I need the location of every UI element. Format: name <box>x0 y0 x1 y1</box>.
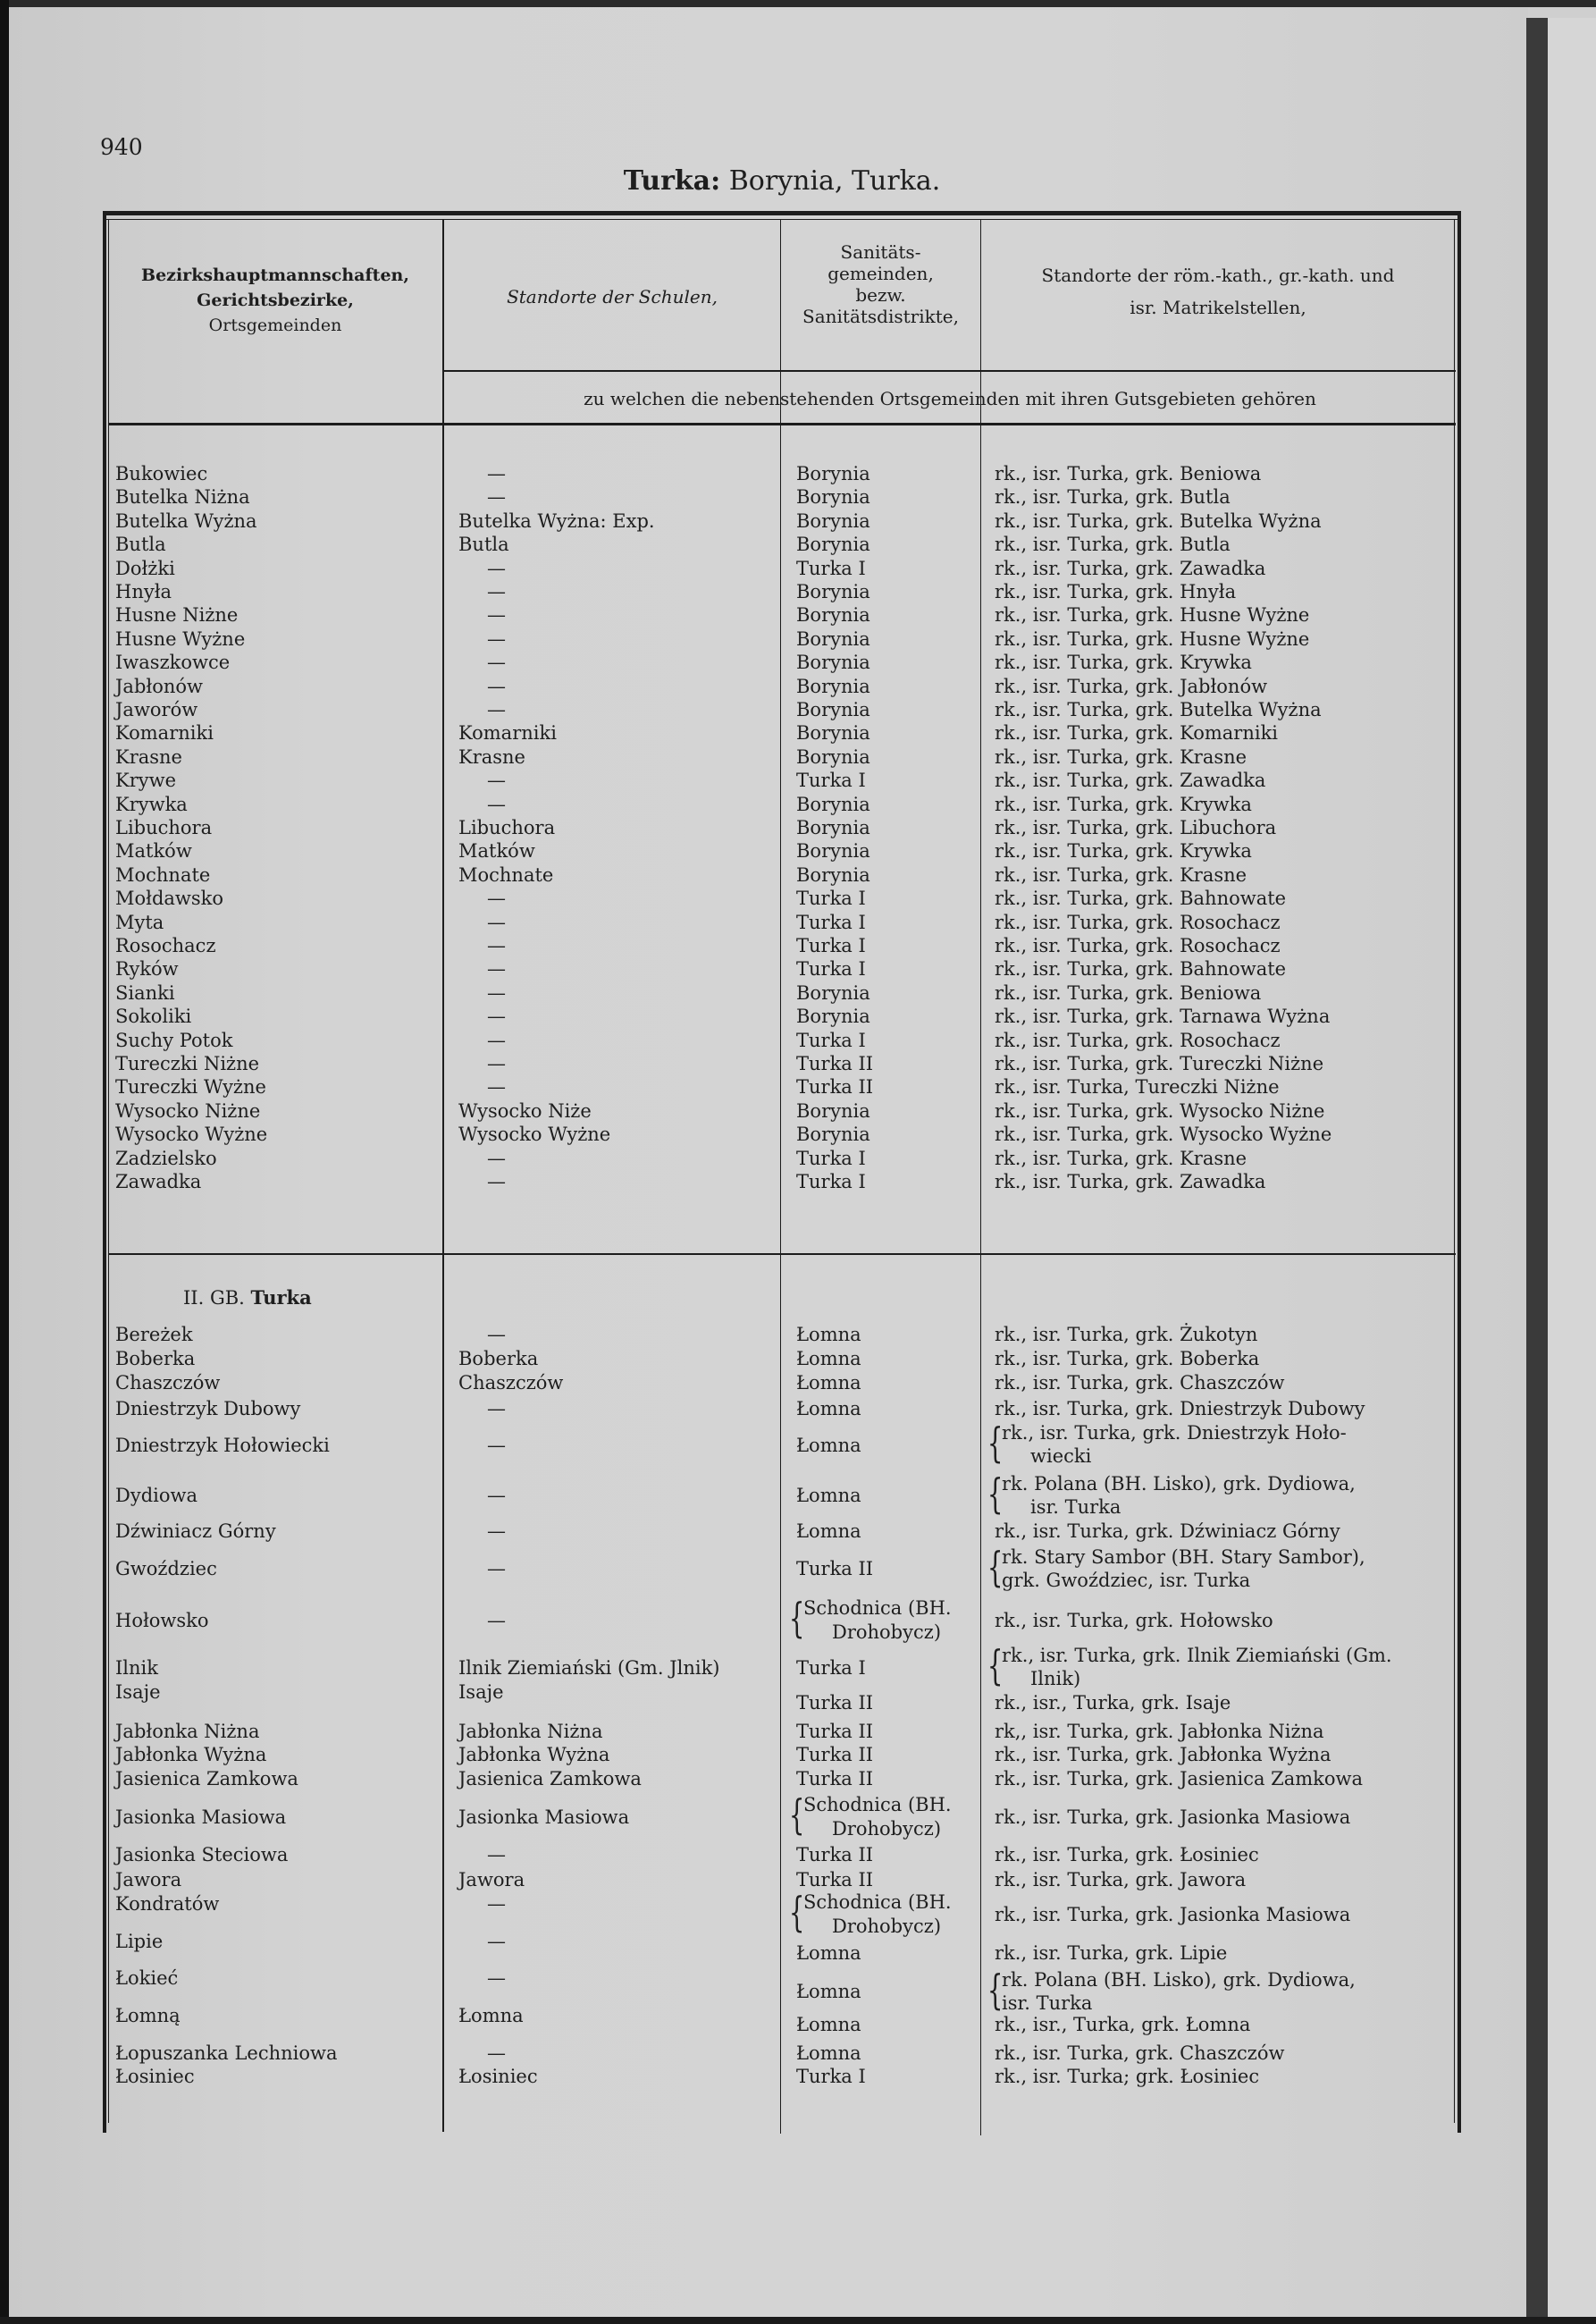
sanitaet-cell: Borynia <box>796 746 870 768</box>
gemeinde-cell: Husne Wyżne <box>115 628 246 650</box>
gemeinde-cell: Gwoździec <box>115 1558 217 1579</box>
header-col4-line2: isr. Matrikelstellen, <box>1130 297 1306 318</box>
sanitaet-cell: Turka I <box>796 770 866 791</box>
schule-dash: — <box>487 770 506 791</box>
table-left-border-thin <box>108 219 109 2123</box>
gemeinde-cell: Jabłonka Wyżna <box>115 1744 267 1765</box>
sanitaet-cell: Borynia <box>796 510 870 532</box>
matrikel-cell: rk., isr. Turka, grk. Butla <box>995 534 1231 555</box>
sanitaet-cell: Łomna <box>796 1485 861 1506</box>
sanitaet-cell: Borynia <box>796 794 870 815</box>
scan-gutter-bar <box>1526 18 1548 2324</box>
matrikel-cell: rk., isr. Turka, grk. Jabłonka Wyżna <box>995 1744 1331 1765</box>
matrikel-cell: rk., isr. Turka, grk. Krasne <box>995 746 1247 768</box>
gemeinde-cell: Husne Niżne <box>115 604 239 626</box>
gemeinde-cell: Krywe <box>115 770 176 791</box>
schule-cell: Jabłonka Wyżna <box>458 1744 610 1765</box>
matrikel-cell: rk. Stary Sambor (BH. Stary Sambor), <box>1002 1546 1365 1568</box>
page-title <box>0 165 1564 197</box>
sanitaet-cell: Turka II <box>796 1768 874 1789</box>
schule-cell: Boberka <box>458 1348 539 1369</box>
sanitaet-cell: Turka II <box>796 1869 874 1890</box>
schule-dash: — <box>487 958 506 980</box>
schule-dash: — <box>487 1006 506 1027</box>
sanitaet-cell: Borynia <box>796 722 870 744</box>
sanitaet-cell: Borynia <box>796 534 870 555</box>
schule-cell: Butelka Wyżna: Exp. <box>458 510 655 532</box>
sanitaet-cell: Turka II <box>796 1076 874 1098</box>
sanitaet-cell: Borynia <box>796 840 870 862</box>
schule-cell: Mochnate <box>458 864 554 886</box>
subheader-text: zu welchen die nebenstehenden Ortsgemeinden mit ihren Gutsgebieten gehören <box>584 388 1316 409</box>
schule-dash: — <box>487 1030 506 1051</box>
gemeinde-cell: Tureczki Niżne <box>115 1053 260 1074</box>
schule-dash: — <box>487 628 506 650</box>
matrikel-cell: rk., isr. Turka, grk. Dniestrzyk Hoło- <box>1002 1422 1347 1444</box>
sanitaet-cell: Borynia <box>796 652 870 673</box>
matrikel-cell: rk., isr. Turka, grk. Ilnik Ziemiański (Gm. <box>1002 1645 1392 1666</box>
sanitaet-cell: Łomna <box>796 1435 861 1456</box>
gemeinde-cell: Chaszczów <box>115 1372 221 1394</box>
schule-dash: — <box>487 1435 506 1456</box>
gemeinde-cell: Dydiowa <box>115 1485 197 1506</box>
table-right-border <box>1457 211 1461 2133</box>
gemeinde-cell: Hnyła <box>115 581 172 602</box>
sanitaet-cell: Turka II <box>796 1053 874 1074</box>
schule-dash: — <box>487 1844 506 1865</box>
gemeinde-cell: Rosochacz <box>115 935 216 956</box>
gemeinde-cell: Jasienica Zamkowa <box>115 1768 298 1789</box>
gemeinde-cell: Kondratów <box>115 1893 220 1915</box>
matrikel-cell: rk., isr. Turka, grk. Jasionka Masiowa <box>995 1806 1351 1828</box>
matrikel-cell: rk., isr. Turka, grk. Dniestrzyk Dubowy <box>995 1398 1365 1419</box>
sanitaet-cell: Borynia <box>796 1006 870 1027</box>
schule-dash: — <box>487 486 506 508</box>
matrikel-cell: rk., isr. Turka, grk. Chaszczów <box>995 1372 1285 1394</box>
title-bold: Turka: <box>623 165 721 197</box>
scan-left-edge <box>0 0 9 2324</box>
sanitaet-cell: Turka I <box>796 888 866 909</box>
sanitaet-cell: Borynia <box>796 1100 870 1122</box>
matrikel-cell: rk., isr. Turka, grk. Tureczki Niżne <box>995 1053 1324 1074</box>
gemeinde-cell: Lipie <box>115 1931 164 1952</box>
section2-heading <box>183 1286 312 1309</box>
matrikel-cell: rk., isr. Turka, grk. Bahnowate <box>995 888 1287 909</box>
scan-right-strip <box>1548 18 1596 2324</box>
gemeinde-cell: Tureczki Wyżne <box>115 1076 266 1098</box>
schule-cell: Matków <box>458 840 535 862</box>
schule-cell: Chaszczów <box>458 1372 564 1394</box>
matrikel-cell: rk., isr., Turka, grk. Isaje <box>995 1692 1231 1714</box>
sanitaet-cell: Turka I <box>796 1657 866 1679</box>
matrikel-cell: rk., isr. Turka, grk. Boberka <box>995 1348 1260 1369</box>
schule-cell: Wysocko Wyżne <box>458 1124 611 1145</box>
schule-dash: — <box>487 912 506 933</box>
col-divider-2 <box>780 219 781 2134</box>
gemeinde-cell: Wysocko Niżne <box>115 1100 261 1122</box>
header-bottom-rule <box>108 423 1456 425</box>
matrikel-cell: rk., isr. Turka, grk. Zawadka <box>995 770 1266 791</box>
subheader-rule <box>444 370 1456 372</box>
schule-cell: Isaje <box>458 1681 504 1703</box>
gemeinde-cell: Jawora <box>115 1869 182 1890</box>
gemeinde-cell: Dźwiniacz Górny <box>115 1520 276 1542</box>
schule-dash: — <box>487 1148 506 1169</box>
sanitaet-cell: Borynia <box>796 864 870 886</box>
gemeinde-cell: Suchy Potok <box>115 1030 233 1051</box>
gemeinde-cell: Mochnate <box>115 864 211 886</box>
schule-cell: Butla <box>458 534 509 555</box>
curly-brace-icon: { <box>987 1641 1004 1689</box>
schule-dash: — <box>487 2042 506 2064</box>
sanitaet-cell: Borynia <box>796 817 870 838</box>
sanitaet-cell: Turka I <box>796 1171 866 1192</box>
gemeinde-cell: Łokieć <box>115 1967 179 1989</box>
matrikel-cell: rk., isr. Turka, grk. Beniowa <box>995 463 1262 484</box>
table-top-rule-thin <box>106 219 1457 220</box>
section2-heading-prefix: II. GB. <box>183 1287 251 1309</box>
gemeinde-cell: Boberka <box>115 1348 196 1369</box>
gemeinde-cell: Krasne <box>115 746 182 768</box>
matrikel-cell: rk., isr. Turka, grk. Rosochacz <box>995 912 1281 933</box>
gemeinde-cell: Komarniki <box>115 722 214 744</box>
matrikel-cell: rk., isr. Turka, grk. Jabłonów <box>995 676 1268 697</box>
scan-top-edge <box>0 0 1596 7</box>
gemeinde-cell: Jabłonów <box>115 676 203 697</box>
sanitaet-cell: Turka I <box>796 1148 866 1169</box>
matrikel-cell: rk. Polana (BH. Lisko), grk. Dydiowa, <box>1002 1473 1356 1495</box>
matrikel-cell-cont: Ilnik) <box>1030 1668 1081 1689</box>
schule-dash: — <box>487 699 506 720</box>
curly-brace-icon: { <box>987 1469 1004 1518</box>
schule-dash: — <box>487 1520 506 1542</box>
sanitaet-cell: Łomna <box>796 2042 861 2064</box>
schule-cell: Jabłonka Niżna <box>458 1721 603 1742</box>
curly-brace-icon: { <box>987 1419 1004 1467</box>
sanitaet-cell: Turka I <box>796 912 866 933</box>
gemeinde-cell: Sokoliki <box>115 1006 192 1027</box>
schule-dash: — <box>487 1053 506 1074</box>
gemeinde-cell: Łomną <box>115 2005 181 2026</box>
sanitaet-cell-cont: Drohobycz) <box>832 1621 942 1643</box>
matrikel-cell: rk., isr. Turka, grk. Wysocko Wyżne <box>995 1124 1332 1145</box>
matrikel-cell: rk., isr. Turka, grk. Rosochacz <box>995 935 1281 956</box>
matrikel-cell: rk., isr. Turka, grk. Beniowa <box>995 982 1262 1004</box>
header-col3-line2: gemeinden, <box>827 263 934 284</box>
schule-dash: — <box>487 1893 506 1915</box>
gemeinde-cell: Łopuszanka Lechniowa <box>115 2042 338 2064</box>
matrikel-cell: rk., isr. Turka, grk. Dźwiniacz Górny <box>995 1520 1340 1542</box>
matrikel-cell: rk., isr. Turka, grk. Butelka Wyżna <box>995 510 1322 532</box>
sanitaet-cell: Borynia <box>796 676 870 697</box>
sanitaet-cell: Borynia <box>796 486 870 508</box>
gemeinde-cell: Jabłonka Niżna <box>115 1721 260 1742</box>
matrikel-cell: rk., isr. Turka; grk. Łosiniec <box>995 2066 1260 2087</box>
schule-dash: — <box>487 1398 506 1419</box>
sanitaet-cell: Borynia <box>796 982 870 1004</box>
matrikel-cell: rk., isr. Turka, Tureczki Niżne <box>995 1076 1280 1098</box>
schule-dash: — <box>487 982 506 1004</box>
matrikel-cell: rk., isr. Turka, grk. Hołowsko <box>995 1610 1273 1631</box>
schule-dash: — <box>487 794 506 815</box>
sanitaet-cell: Turka I <box>796 558 866 579</box>
matrikel-cell: rk., isr. Turka, grk. Komarniki <box>995 722 1279 744</box>
curly-brace-icon: { <box>987 1543 1004 1591</box>
matrikel-cell: rk., isr. Turka, grk. Krywka <box>995 840 1252 862</box>
title-rest: Borynia, Turka. <box>720 165 941 197</box>
matrikel-cell: rk., isr. Turka, grk. Chaszczów <box>995 2042 1285 2064</box>
schule-dash: — <box>487 558 506 579</box>
matrikel-cell: rk., isr. Turka, grk. Bahnowate <box>995 958 1287 980</box>
sanitaet-cell: Borynia <box>796 604 870 626</box>
schule-dash: — <box>487 463 506 484</box>
sanitaet-cell: Turka II <box>796 1744 874 1765</box>
curly-brace-icon: { <box>987 1966 1004 2014</box>
schule-cell: Krasne <box>458 746 525 768</box>
matrikel-cell: rk,, isr. Turka, grk. Jabłonka Niżna <box>995 1721 1324 1742</box>
sanitaet-cell: Borynia <box>796 628 870 650</box>
schule-cell: Łomna <box>458 2005 524 2026</box>
schule-dash: — <box>487 581 506 602</box>
sanitaet-cell: Turka II <box>796 1558 874 1579</box>
schule-dash: — <box>487 1610 506 1631</box>
matrikel-cell: rk., isr. Turka, grk. Hnyła <box>995 581 1237 602</box>
matrikel-cell: rk., isr. Turka, grk. Wysocko Niżne <box>995 1100 1325 1122</box>
sanitaet-cell: Borynia <box>796 699 870 720</box>
sanitaet-cell: Schodnica (BH. <box>803 1891 952 1913</box>
sanitaet-cell: Łomna <box>796 1398 861 1419</box>
schule-dash: — <box>487 1171 506 1192</box>
matrikel-cell: rk., isr. Turka, grk. Lipie <box>995 1942 1228 1964</box>
matrikel-cell: rk., isr. Turka, grk. Zawadka <box>995 1171 1266 1192</box>
header-col3-line4: Sanitätsdistrikte, <box>802 306 959 327</box>
schule-dash: — <box>487 935 506 956</box>
gemeinde-cell: Jasionka Steciowa <box>115 1844 289 1865</box>
matrikel-cell: rk. Polana (BH. Lisko), grk. Dydiowa, <box>1002 1969 1356 1991</box>
matrikel-cell: rk., isr. Turka, grk. Krasne <box>995 1148 1247 1169</box>
table-left-border <box>103 211 106 2133</box>
sanitaet-cell: Łomna <box>796 1348 861 1369</box>
scan-bottom-edge <box>0 2317 1596 2324</box>
schule-dash: — <box>487 652 506 673</box>
matrikel-cell: rk., isr. Turka, grk. Tarnawa Wyżna <box>995 1006 1331 1027</box>
matrikel-cell: rk., isr. Turka, grk. Jawora <box>995 1869 1247 1890</box>
matrikel-cell-cont: grk. Gwoździec, isr. Turka <box>1002 1570 1251 1591</box>
schule-cell: Ilnik Ziemiański (Gm. Jlnik) <box>458 1657 720 1679</box>
gemeinde-cell: Dniestrzyk Dubowy <box>115 1398 301 1419</box>
gemeinde-cell: Isaje <box>115 1681 161 1703</box>
matrikel-cell: rk., isr. Turka, grk. Libuchora <box>995 817 1277 838</box>
sanitaet-cell: Turka I <box>796 1030 866 1051</box>
gemeinde-cell: Zadzielsko <box>115 1148 217 1169</box>
table-top-rule <box>103 211 1461 215</box>
sanitaet-cell: Turka II <box>796 1844 874 1865</box>
gemeinde-cell: Matków <box>115 840 192 862</box>
sanitaet-cell: Łomna <box>796 2014 861 2035</box>
sanitaet-cell: Borynia <box>796 581 870 602</box>
matrikel-cell: rk., isr. Turka, grk. Krywka <box>995 652 1252 673</box>
gemeinde-cell: Łosiniec <box>115 2066 195 2087</box>
sanitaet-cell: Łomna <box>796 1520 861 1542</box>
gemeinde-cell: Krywka <box>115 794 188 815</box>
schule-dash: — <box>487 1931 506 1952</box>
schule-dash: — <box>487 1485 506 1506</box>
matrikel-cell: rk., isr. Turka, grk. Husne Wyżne <box>995 604 1310 626</box>
matrikel-cell: rk., isr. Turka, grk. Żukotyn <box>995 1324 1258 1345</box>
col-divider-1 <box>442 219 444 2132</box>
gemeinde-cell: Myta <box>115 912 164 933</box>
schule-dash: — <box>487 676 506 697</box>
gemeinde-cell: Ryków <box>115 958 179 980</box>
matrikel-cell: rk., isr. Turka, grk. Butelka Wyżna <box>995 699 1322 720</box>
matrikel-cell: rk., isr. Turka, grk. Zawadka <box>995 558 1266 579</box>
header-col1-line1: Bezirkshauptmannschaften, <box>141 265 409 285</box>
schule-cell: Libuchora <box>458 817 556 838</box>
matrikel-cell: rk., isr. Turka, grk. Rosochacz <box>995 1030 1281 1051</box>
schule-dash: — <box>487 1324 506 1345</box>
schule-cell: Jawora <box>458 1869 525 1890</box>
gemeinde-cell: Libuchora <box>115 817 213 838</box>
matrikel-cell-cont: isr. Turka <box>1002 1992 1093 2014</box>
sanitaet-cell: Łomna <box>796 1942 861 1964</box>
header-col3-line1: Sanitäts- <box>840 241 921 263</box>
sanitaet-cell: Turka I <box>796 2066 866 2087</box>
gemeinde-cell: Dołżki <box>115 558 175 579</box>
data-table <box>103 211 1461 2133</box>
sanitaet-cell-cont: Drohobycz) <box>832 1916 942 1937</box>
matrikel-cell: rk., isr. Turka, grk. Jasienica Zamkowa <box>995 1768 1364 1789</box>
gemeinde-cell: Bukowiec <box>115 463 208 484</box>
schule-cell: Jasionka Masiowa <box>458 1806 630 1828</box>
schule-dash: — <box>487 1558 506 1579</box>
gemeinde-cell: Mołdawsko <box>115 888 224 909</box>
curly-brace-icon: { <box>788 1594 805 1642</box>
sanitaet-cell: Schodnica (BH. <box>803 1597 952 1619</box>
sanitaet-cell: Schodnica (BH. <box>803 1794 952 1815</box>
gemeinde-cell: Wysocko Wyżne <box>115 1124 268 1145</box>
sanitaet-cell: Borynia <box>796 1124 870 1145</box>
sanitaet-cell: Borynia <box>796 463 870 484</box>
gemeinde-cell: Jaworów <box>115 699 198 720</box>
header-col3-line3: bezw. <box>855 284 906 306</box>
header-col1-line2: Gerichtsbezirke, <box>197 290 354 310</box>
schule-dash: — <box>487 1076 506 1098</box>
schule-dash: — <box>487 888 506 909</box>
gemeinde-cell: Butla <box>115 534 166 555</box>
sanitaet-cell: Turka II <box>796 1721 874 1742</box>
gemeinde-cell: Bereżek <box>115 1324 193 1345</box>
col-divider-3 <box>980 219 981 2135</box>
schule-cell: Komarniki <box>458 722 557 744</box>
matrikel-cell: rk., isr. Turka, grk. Husne Wyżne <box>995 628 1310 650</box>
matrikel-cell: rk., isr. Turka, grk. Krywka <box>995 794 1252 815</box>
header-col4-line1: Standorte der röm.-kath., gr.-kath. und <box>1041 265 1395 286</box>
header-col1-line3: Ortsgemeinden <box>208 316 342 335</box>
gemeinde-cell: Hołowsko <box>115 1610 209 1631</box>
schule-dash: — <box>487 604 506 626</box>
sanitaet-cell: Turka I <box>796 958 866 980</box>
gemeinde-cell: Butelka Wyżna <box>115 510 257 532</box>
gemeinde-cell: Iwaszkowce <box>115 652 231 673</box>
matrikel-cell: rk., isr. Turka, grk. Butla <box>995 486 1231 508</box>
schule-dash: — <box>487 1967 506 1989</box>
gemeinde-cell: Jasionka Masiowa <box>115 1806 287 1828</box>
matrikel-cell: rk., isr., Turka, grk. Łomna <box>995 2014 1251 2035</box>
sanitaet-cell: Łomna <box>796 1372 861 1394</box>
matrikel-cell: rk., isr. Turka, grk. Łosiniec <box>995 1844 1259 1865</box>
section-divider <box>108 1253 1456 1255</box>
sanitaet-cell: Łomna <box>796 1324 861 1345</box>
curly-brace-icon: { <box>788 1888 805 1936</box>
curly-brace-icon: { <box>788 1790 805 1839</box>
matrikel-cell: rk., isr. Turka, grk. Krasne <box>995 864 1247 886</box>
schule-cell: Łosiniec <box>458 2066 538 2087</box>
schule-cell: Wysocko Niże <box>458 1100 592 1122</box>
sanitaet-cell: Turka I <box>796 935 866 956</box>
matrikel-cell: rk., isr. Turka, grk. Jasionka Masiowa <box>995 1904 1351 1925</box>
header-col2: Standorte der Schulen, <box>507 286 718 307</box>
gemeinde-cell: Ilnik <box>115 1657 158 1679</box>
gemeinde-cell: Sianki <box>115 982 175 1004</box>
section2-heading-bold: Turka <box>250 1286 312 1309</box>
sanitaet-cell-cont: Drohobycz) <box>832 1818 942 1840</box>
gemeinde-cell: Dniestrzyk Hołowiecki <box>115 1435 330 1456</box>
sanitaet-cell: Turka II <box>796 1692 874 1714</box>
gemeinde-cell: Butelka Niżna <box>115 486 250 508</box>
page-number: 940 <box>100 134 143 160</box>
schule-cell: Jasienica Zamkowa <box>458 1768 642 1789</box>
table-right-border-thin <box>1454 219 1455 2123</box>
gemeinde-cell: Zawadka <box>115 1171 202 1192</box>
sanitaet-cell: Łomna <box>796 1981 861 2002</box>
matrikel-cell-cont: isr. Turka <box>1030 1496 1121 1518</box>
matrikel-cell-cont: wiecki <box>1030 1445 1092 1467</box>
